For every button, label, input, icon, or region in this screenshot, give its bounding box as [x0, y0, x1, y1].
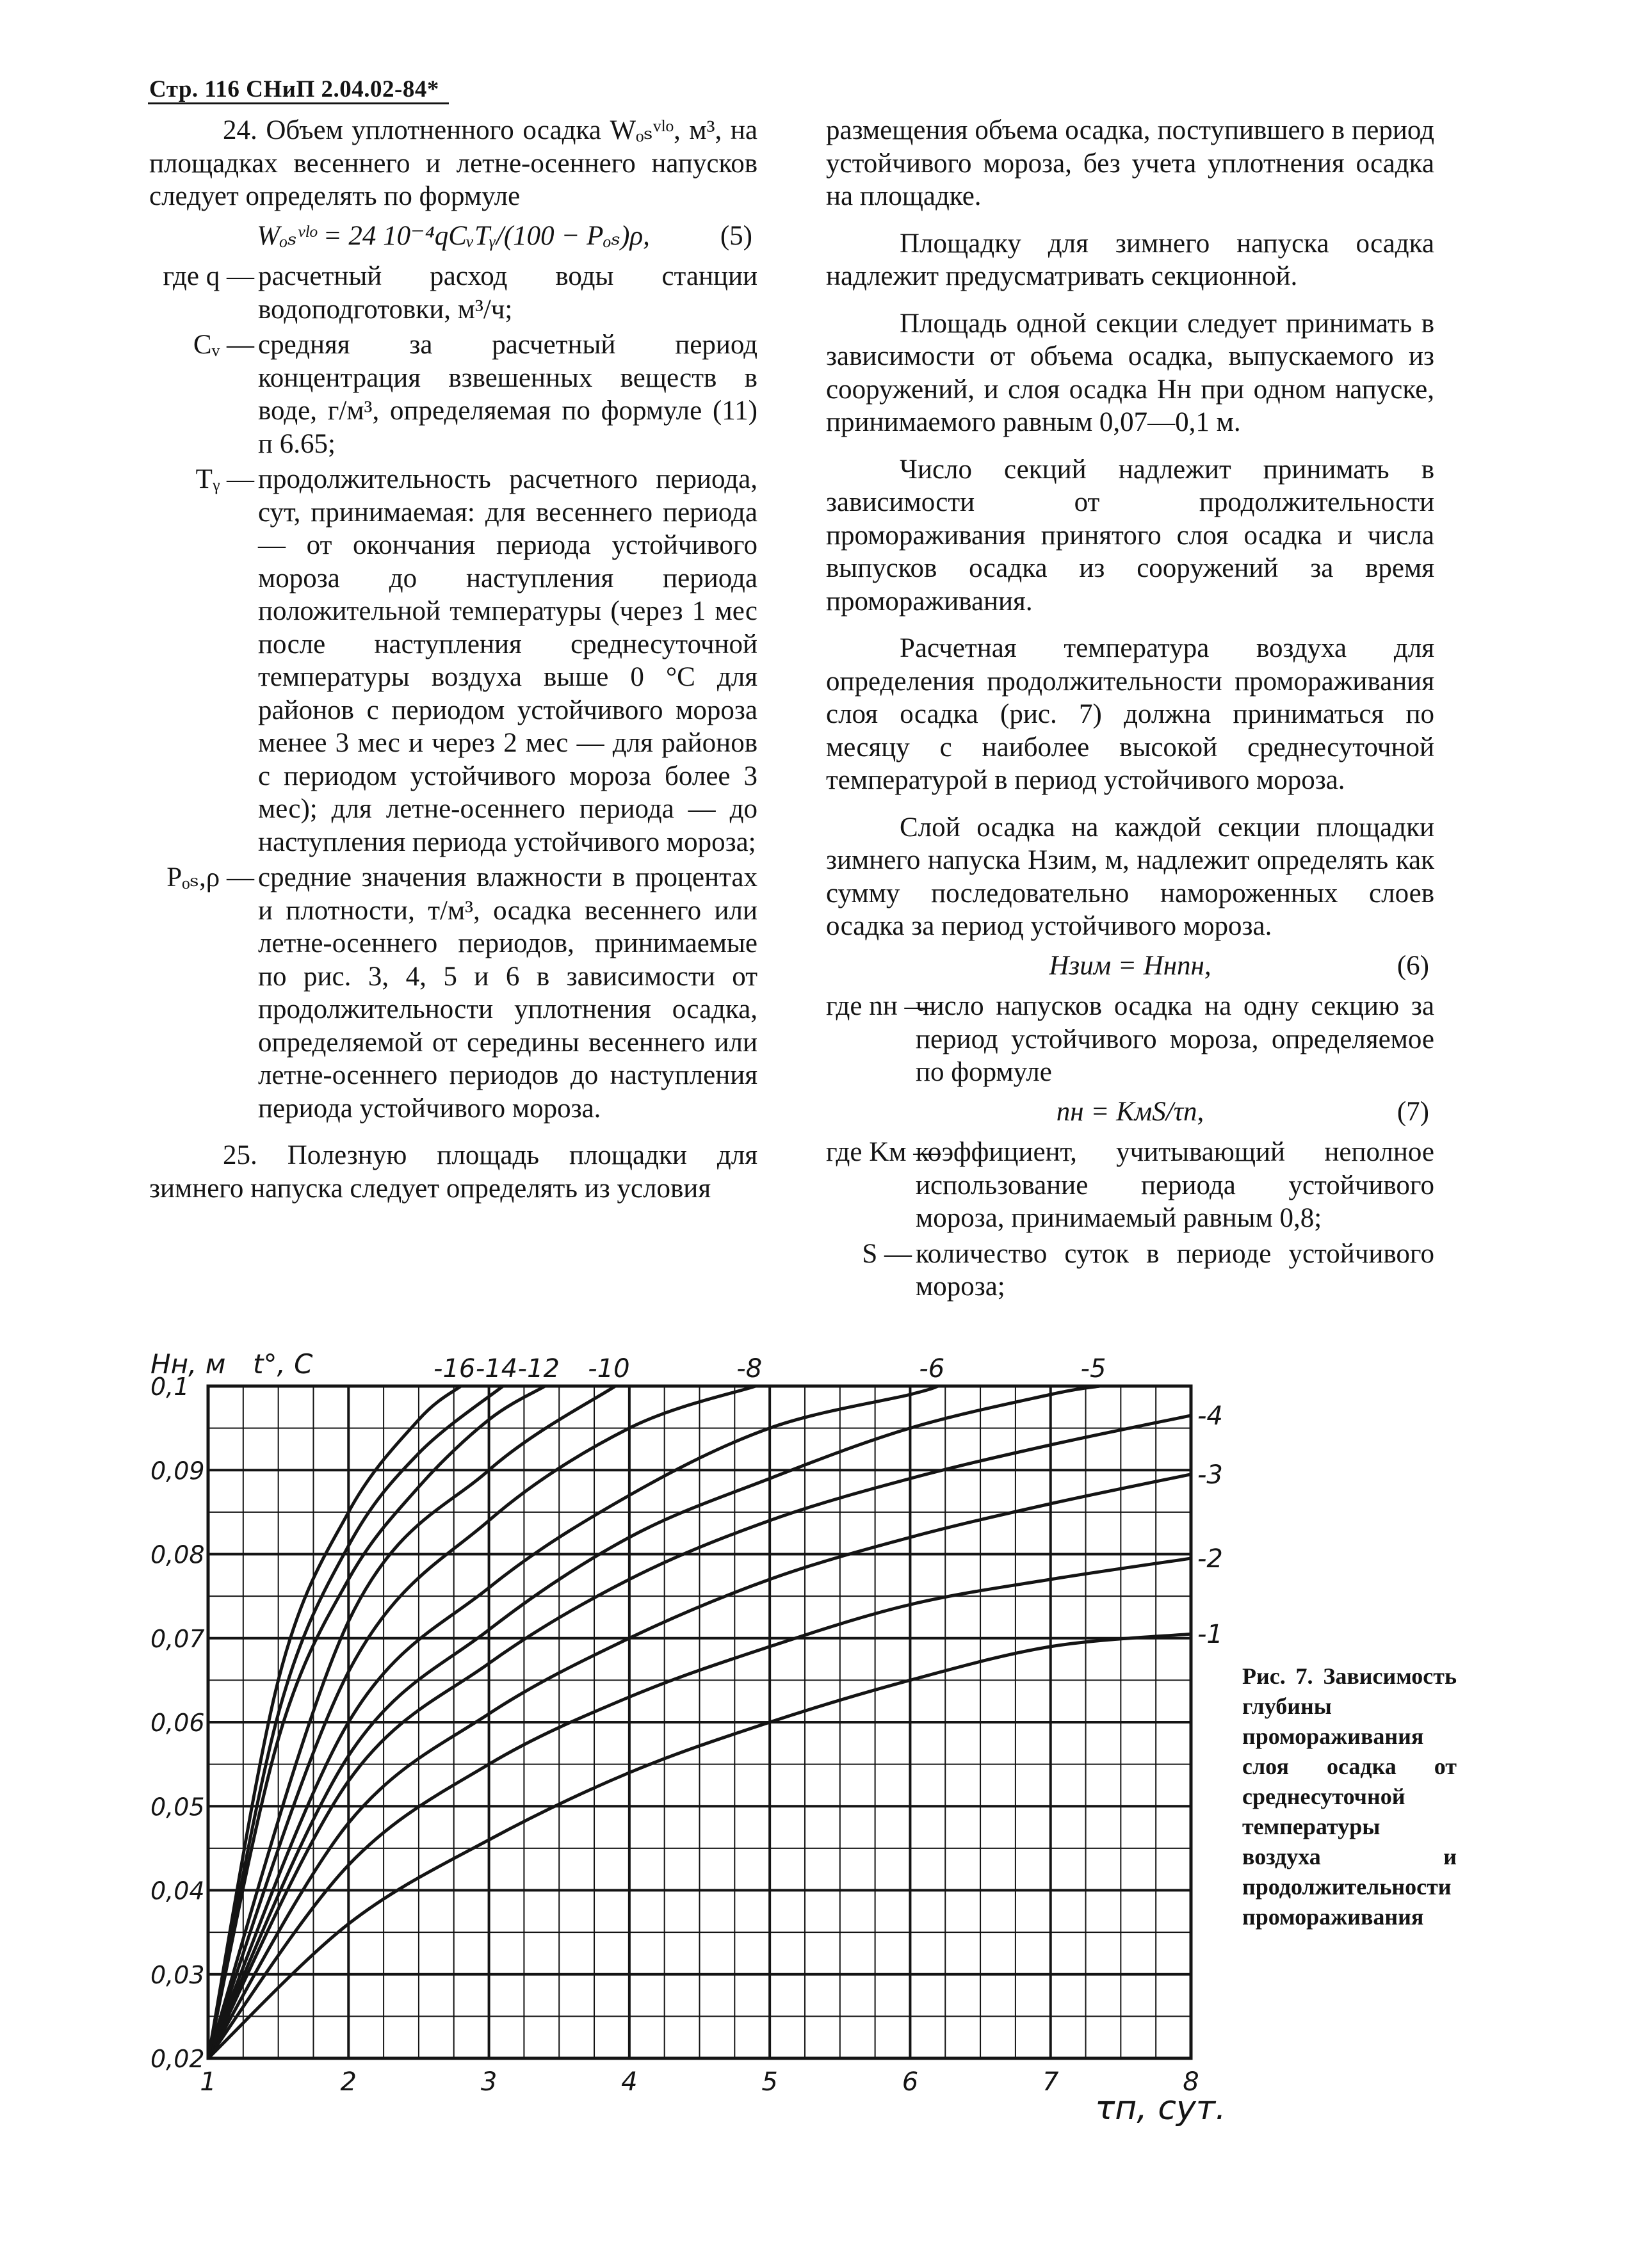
def-term: Tᵧ — [195, 464, 254, 494]
series-label: -2 [1197, 1544, 1223, 1574]
series-label: -14 [475, 1354, 518, 1384]
x-tick-label: 3 [480, 2067, 498, 2097]
formula-5-number: (5) [720, 220, 752, 251]
formula-7-text: nн = KмS/τп, [1056, 1096, 1204, 1127]
def-description: средние значения влажности в процентах и плотности, т/м³, осадка весеннего или летне-осеннего периодов, принимаемые по рис. 3, 4, 5 и 6 в зависимости от продолжительности уплотнения осадка, определяемой от середины весеннего или летне-осеннего периодов до наступления периода устойчивого мороза. [258, 862, 757, 1124]
paragraph-25: 25. Полезную площадь площадки для зимнего напуска следует определять из условия [149, 1140, 757, 1204]
paragraph: Площадь одной секции следует принимать в зависимости от объема осадка, выпускаемого из сооружений, и слоя осадка Hн при одном напуске, принимаемого равным 0,07—0,1 м. [826, 308, 1434, 437]
series-label: -3 [1197, 1460, 1223, 1490]
formula-6-text: Hзим = Hнnн, [1049, 950, 1211, 981]
y-tick-label: 0,1 [150, 1373, 190, 1401]
def-description: число напусков осадка на одну секцию за период устойчивого мороза, определяемое по формуле [916, 991, 1434, 1087]
y-tick-label: 0,04 [150, 1877, 205, 1905]
y-tick-label: 0,05 [150, 1793, 205, 1821]
paragraph: Расчетная температура воздуха для определения продолжительности промораживания слоя осадка (рис. 7) должна приниматься по месяцу с наиболее высокой среднесуточной температурой в период устойчивого мороза. [826, 633, 1434, 795]
paragraph: Площадку для зимнего напуска осадка надлежит предусматривать секционной. [826, 228, 1434, 291]
formula-7 [826, 1095, 1434, 1129]
x-tick-label: 8 [1183, 2067, 1199, 2097]
series-label: -10 [588, 1354, 630, 1384]
def-term: Cᵥ — [193, 330, 254, 360]
paragraph: Число секций надлежит принимать в зависимости от продолжительности промораживания принятого слоя осадка и числа выпусков осадка из сооружений за время промораживания. [826, 454, 1434, 617]
def-term: где q — [163, 261, 254, 291]
formula-6 [826, 949, 1434, 983]
paragraph: Слой осадка на каждой секции площадки зимнего напуска Hзим, м, надлежит определять как сумму последовательно намороженных слоев осадка за период устойчивого мороза. [826, 812, 1434, 941]
x-tick-label: 4 [621, 2067, 638, 2097]
def-term: S — [862, 1238, 912, 1269]
paragraph-continued: размещения объема осадка, поступившего в период устойчивого мороза, без учета уплотнения осадка на площадке. [826, 115, 1434, 211]
def-term: где Kм — [826, 1137, 941, 1167]
series-label: -12 [517, 1354, 560, 1384]
series-label: -8 [736, 1354, 763, 1384]
x-tick-label: 2 [340, 2067, 357, 2097]
y-tick-label: 0,08 [150, 1540, 205, 1569]
formula-7-number: (7) [1397, 1096, 1429, 1127]
series-label: -1 [1197, 1620, 1223, 1650]
def-description: расчетный расход воды станции водоподготовки, м³/ч; [258, 261, 757, 325]
x-axis-label: τп, сут. [1095, 2089, 1226, 2127]
formula-5-definitions [149, 260, 757, 1125]
y-tick-label: 0,09 [150, 1457, 205, 1485]
formula-7-definitions [826, 1136, 1434, 1304]
figure-caption: Рис. 7. Зависимость глубины промораживания слоя осадка от среднесуточной температуры воздуха и продолжительности промораживания [1242, 1663, 1457, 1930]
series-label: -4 [1197, 1401, 1223, 1431]
def-description: коэффициент, учитывающий неполное использование периода устойчивого мороза, принимаемый равным 0,8; [916, 1137, 1434, 1233]
series-label: -5 [1080, 1354, 1106, 1384]
y-tick-label: 0,06 [150, 1709, 205, 1737]
formula-5-text: Wₒₛᵛˡᵒ = 24 10⁻⁴qCᵥTᵧ/(100 − Pₒₛ)ρ, [257, 220, 650, 251]
formula-6-number: (6) [1397, 950, 1429, 981]
formula-6-definitions [826, 990, 1434, 1089]
series-label: -6 [919, 1354, 945, 1384]
def-description: количество суток в периоде устойчивого мороза; [916, 1238, 1434, 1302]
def-term: Pₒₛ,ρ — [166, 862, 254, 892]
header-rule [148, 102, 449, 104]
page-header: Стр. 116 СНиП 2.04.02-84* [149, 76, 439, 102]
x-tick-label: 1 [200, 2067, 216, 2097]
y-tick-label: 0,07 [150, 1624, 205, 1653]
figure-7 [141, 1312, 1229, 2135]
formula-5 [149, 220, 757, 253]
def-description: продолжительность расчетного периода, сут, принимаемая: для весеннего периода — от окончания периода устойчивого мороза до наступления периода положительной температуры (через 1 мес после наступления среднесуточной температуры воздуха выше 0 °С для районов с периодом устойчивого мороза менее 3 мес и через 2 мес — для районов с периодом устойчивого мороза более 3 мес); для летне-осеннего периода — до наступления периода устойчивого мороза; [258, 464, 757, 857]
temperature-axis-label: t°, C [253, 1348, 313, 1380]
chart-grid [208, 1386, 1191, 2058]
def-description: средняя за расчетный период концентрация взвешенных веществ в воде, г/м³, определяемая по формуле (11) п 6.65; [258, 330, 757, 459]
right-column [826, 114, 1434, 1304]
paragraph-24: 24. Объем уплотненного осадка Wₒₛᵛˡᵒ, м³, на площадках весеннего и летне-осеннего напусков следует определять по формуле [149, 115, 757, 211]
def-term: где nн — [826, 991, 932, 1021]
series-label: -16 [433, 1354, 476, 1384]
x-tick-label: 5 [761, 2067, 778, 2097]
y-tick-label: 0,03 [150, 1960, 205, 1989]
y-tick-label: 0,02 [150, 2045, 205, 2073]
x-tick-label: 7 [1042, 2067, 1059, 2097]
freezing-depth-chart [141, 1312, 1229, 2132]
y-axis-label: Hн, м [150, 1348, 226, 1380]
left-column [149, 114, 757, 1205]
x-tick-label: 6 [902, 2067, 919, 2097]
